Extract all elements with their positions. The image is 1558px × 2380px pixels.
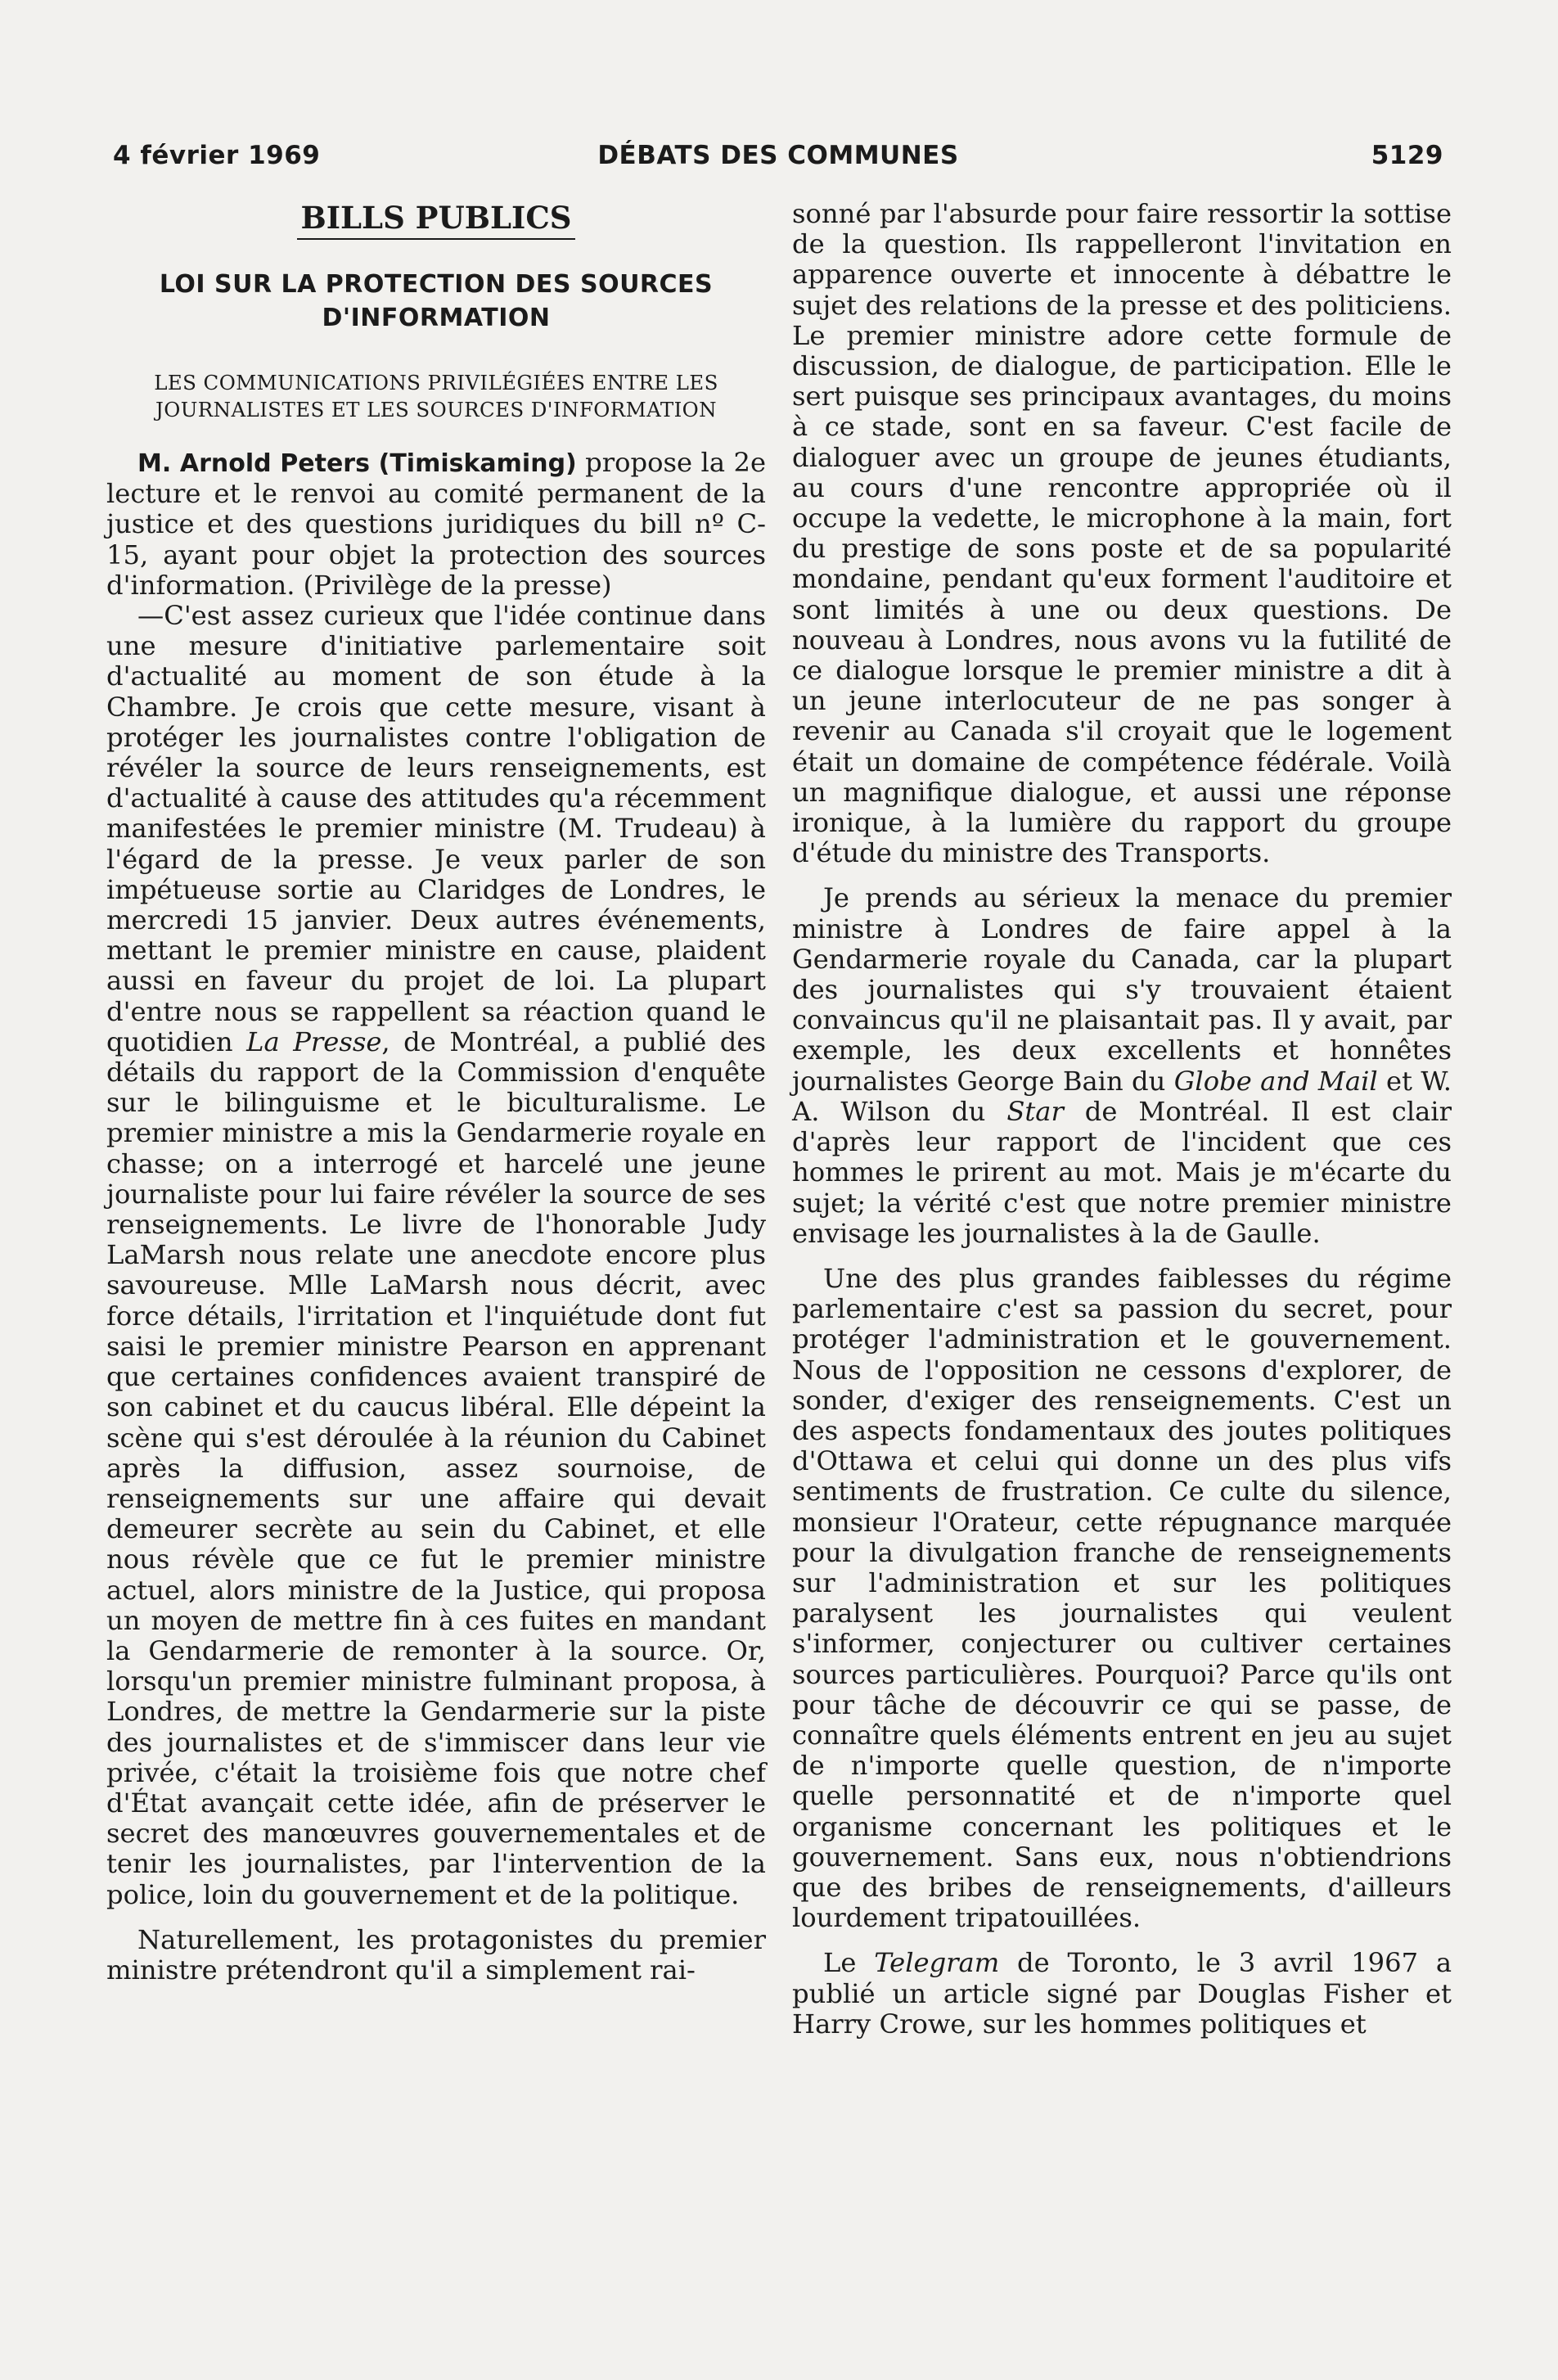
body-paragraph: Le Telegram de Toronto, le 3 avril 1967 a publié un article signé par Douglas Fisher et Harry Crowe, sur les hommes politiques et — [792, 1947, 1452, 2040]
publication-title: La Presse — [246, 1025, 382, 1057]
bill-title: LOI SUR LA PROTECTION DES SOURCES D'INFORMATION — [159, 270, 714, 332]
motion-paragraph — [106, 448, 766, 601]
subtitle: LES COMMUNICATIONS PRIVILÉGIÉES ENTRE LES JOURNALISTES ET LES SOURCES D'INFORMATION — [154, 371, 718, 421]
body-paragraph: —C'est assez curieux que l'idée continue dans une mesure d'initiative parlementaire soit d'actualité au moment de son étude à la Chambre. Je crois que cette mesure, visant à protéger les journalistes contre l'obligation de révéler la source de leurs renseignements, est d'actualité à cause des attitudes qu'a récemment manifestées le premier ministre (M. Trudeau) à l'égard de la presse. Je veux parler de son impétueuse sortie au Claridges de Londres, le mercredi 15 janvier. Deux autres événements, mettant le premier ministre en cause, plaident aussi en faveur du projet de loi. La plupart d'entre nous se rappellent sa réaction quand le quotidien La Presse, de Montréal, a publié des détails du rapport de la Commission d'enquête sur le bilinguisme et le biculturalisme. Le premier ministre a mis la Gendarmerie royale en chasse; on a interrogé et harcelé une jeune journaliste pour lui faire révéler la source de ses renseignements. Le livre de l'honorable Judy LaMarsh nous relate une anecdote encore plus savoureuse. Mlle LaMarsh nous décrit, avec force détails, l'irritation et l'inquiétude dont fut saisi le premier ministre Pearson en apprenant que certaines confidences avaient transpiré de son cabinet et du caucus libéral. Elle dépeint la scène qui s'est déroulée à la réunion du Cabinet après la diffusion, assez sournoise, de renseignements sur une affaire qui devait demeurer secrète au sein du Cabinet, et elle nous révèle que ce fut le premier ministre actuel, alors ministre de la Justice, qui proposa un moyen de mettre fin à ces fuites en mandant la Gendarmerie de remonter à la source. Or, lorsqu'un premier ministre fulminant proposa, à Londres, de mettre la Gendarmerie sur la piste des journalistes et de s'immiscer dans leur vie privée, c'était la troisième fois que notre chef d'État avançait cette idée, afin de préserver le secret des manœuvres gouvernementales et de tenir les journalistes, par l'intervention de la police, loin du gouvernement et de la politique. — [106, 600, 766, 1910]
section-title: BILLS PUBLICS — [106, 199, 766, 240]
page-number: 5129 — [1371, 141, 1443, 170]
header-date: 4 février 1969 — [113, 141, 321, 170]
running-head — [113, 139, 1443, 172]
publication-title: Globe and Mail — [1173, 1065, 1378, 1097]
publication-title: Telegram — [874, 1947, 1000, 1979]
speaker-name: M. Arnold Peters (Timiskaming) — [137, 449, 577, 478]
body-paragraph: Je prends au sérieux la menace du premier ministre à Londres de faire appel à la Gendarmerie royale du Canada, car la plupart des journalistes qui s'y trouvaient étaient convaincus qu'il ne plaisantait pas. Il y avait, par exemple, les deux excellents et honnêtes journalistes George Bain du Globe and Mail et W. A. Wilson du Star de Montréal. Il est clair d'après leur rapport de l'incident que ces hommes le prirent au mot. Mais je m'écarte du sujet; la vérité c'est que notre premier ministre envisage les journalistes à la de Gaulle. — [792, 882, 1452, 1249]
right-column — [792, 199, 1452, 2040]
left-column — [106, 199, 766, 1986]
body-paragraph: sonné par l'absurde pour faire ressortir la sottise de la question. Ils rappelleront l'invitation en apparence ouverte et innocente à débattre le sujet des relations de la presse et des politiciens. Le premier ministre adore cette formule de discussion, de dialogue, de participation. Elle le sert puisque ses principaux avantages, du moins à ce stade, sont en sa faveur. C'est facile de dialoguer avec un groupe de jeunes étudiants, au cours d'une rencontre appropriée où il occupe la vedette, le microphone à la main, fort du prestige de sons poste et de sa popularité mondaine, pendant qu'eux forment l'auditoire et sont limités à une ou deux questions. De nouveau à Londres, nous avons vu la futilité de ce dialogue lorsque le premier ministre a dit à un jeune interlocuteur de ne pas songer à revenir au Canada s'il croyait que le logement était un domaine de compétence fédérale. Voilà un magnifique dialogue, et aussi une réponse ironique, à la lumière du rapport du groupe d'étude du ministre des Transports. — [792, 198, 1452, 869]
header-title: DÉBATS DES COMMUNES — [597, 141, 959, 170]
publication-title: Star — [1006, 1095, 1064, 1127]
body-paragraph: Une des plus grandes faiblesses du régime parlementaire c'est sa passion du secret, pour protéger l'administration et le gouvernement. Nous de l'opposition ne cessons d'explorer, de sonder, d'exiger des renseignements. C'est un des aspects fondamentaux des joutes politiques d'Ottawa et celui qui donne un des plus vifs sentiments de frustration. Ce culte du silence, monsieur l'Orateur, cette répugnance marquée pour la divulgation franche de renseignements sur l'administration et sur les politiques paralysent les journalistes qui veulent s'informer, conjecturer ou cultiver certaines sources particulières. Pourquoi? Parce qu'ils ont pour tâche de découvrir ce qui se passe, de connaître quels éléments entrent en jeu au sujet de n'importe quelle question, de n'importe quelle personnatité et de n'importe quel organisme concernant les politiques et le gouvernement. Sans eux, nous n'obtiendrions que des bribes de renseignements, d'ailleurs lourdement tripatouillées. — [792, 1262, 1452, 1934]
motion-text: propose la 2e lecture et le renvoi au comité permanent de la justice et des questions juridiques du bill nº C-15, ayant pour objet la protection des sources d'information. (Privilège de la presse) — [106, 447, 766, 601]
body-paragraph: Naturellement, les protagonistes du premier ministre prétendront qu'il a simplement rai- — [106, 1923, 766, 1986]
